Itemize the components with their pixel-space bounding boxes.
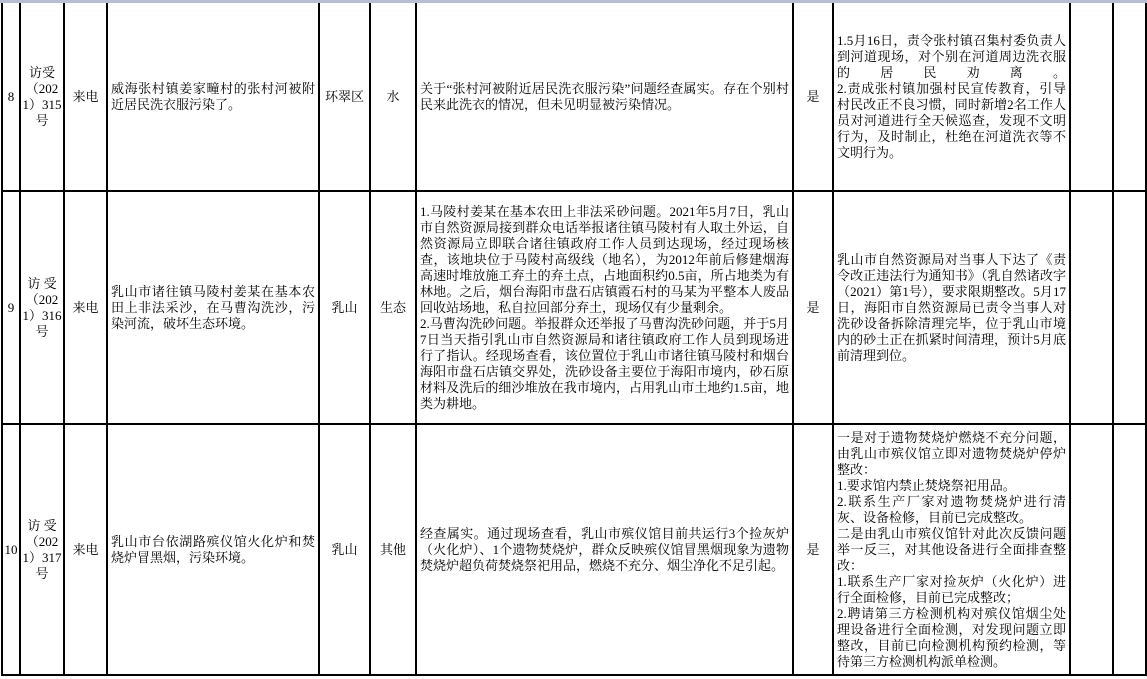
source-cell: 来电 <box>64 191 107 424</box>
seq-cell: 8 <box>2 3 20 191</box>
table-row <box>2 191 1146 424</box>
paragraph: 乳山市诸往镇马陵村姜某在基本农田上非法采沙，在马曹沟洗沙，污染河流，破坏生态环境。 <box>111 283 315 331</box>
case-number-cell: 访 受（2021）317号 <box>20 424 64 675</box>
source-cell: 来电 <box>64 3 107 191</box>
verified-cell: 是 <box>793 3 833 191</box>
measures-cell <box>833 424 1070 675</box>
complaint-cell <box>107 191 319 424</box>
paragraph: 2.责成张村镇加强村民宣传教育，引导村民改正不良习惯，同时新增2名工作人员对河道进行全天候巡查，发现不文明行为，及时制止，杜绝在河道洗衣等不文明行为。 <box>837 80 1066 160</box>
empty-cell <box>1113 3 1146 191</box>
complaints-table <box>1 3 1147 676</box>
category-cell: 生态 <box>370 191 416 424</box>
paragraph: 关于“张村河被附近居民洗衣服污染”问题经查属实。存在个别村民来此洗衣的情况，但未见明显被污染情况。 <box>420 80 789 112</box>
complaint-cell <box>107 424 319 675</box>
empty-cell <box>1070 191 1113 424</box>
category-cell: 其他 <box>370 424 416 675</box>
empty-cell <box>1113 424 1146 675</box>
table-row <box>2 3 1146 191</box>
empty-cell <box>1113 191 1146 424</box>
category-cell: 水 <box>370 3 416 191</box>
empty-cell <box>1070 3 1113 191</box>
paragraph: 威海张村镇姜家疃村的张村河被附近居民洗衣服污染了。 <box>111 80 315 112</box>
case-number-cell: 访受（2021）315号 <box>20 3 64 191</box>
table-row <box>2 424 1146 675</box>
verified-cell: 是 <box>793 424 833 675</box>
paragraph: 乳山市台依湖路殡仪馆火化炉和焚烧炉冒黑烟，污染环境。 <box>111 533 315 565</box>
investigation-cell <box>416 3 793 191</box>
empty-cell <box>1070 424 1113 675</box>
paragraph: 经查属实。通过现场查看，乳山市殡仪馆目前共运行3个捡灰炉（火化炉）、1个遗物焚烧炉，群众反映殡仪馆冒黑烟现象为遗物焚烧炉超负荷焚烧祭祀用品，燃烧不充分、烟尘净化不足引起。 <box>420 525 789 573</box>
paragraph: 1.马陵村姜某在基本农田上非法采砂问题。2021年5月7日，乳山市自然资源局接到群众电话举报诸往镇马陵村有人取土外运，自然资源局立即联合诸往镇政府工作人员到达现场，经过现场核查，该地块位于马陵村高级线（地名），为2012年前后修建烟海高速时堆放施工弃土的弃土点，占地面积约0.5亩，所占地类为有林地。之后，烟台海阳市盘石店镇霞石村的马某为平整本人废品回收站场地，私自拉回部分弃土，现场仅有少量剩余。 <box>420 203 789 315</box>
paragraph: 1.联系生产厂家对捡灰炉（火化炉）进行全面检修，目前已完成整改； <box>837 573 1066 605</box>
paragraph: 2.聘请第三方检测机构对殡仪馆烟尘处理设备进行全面检测，对发现问题立即整改，目前已向检测机构预约检测，等待第三方检测机构派单检测。 <box>837 605 1066 669</box>
district-cell: 环翠区 <box>319 3 370 191</box>
investigation-cell <box>416 191 793 424</box>
paragraph: 2.联系生产厂家对遗物焚烧炉进行清灰、设备检修，目前已完成整改。 <box>837 493 1066 525</box>
seq-cell: 9 <box>2 191 20 424</box>
seq-cell: 10 <box>2 424 20 675</box>
investigation-cell <box>416 424 793 675</box>
source-cell: 来电 <box>64 424 107 675</box>
paragraph: 1.要求馆内禁止焚烧祭祀用品。 <box>837 477 1016 493</box>
case-number-cell: 访 受（2021）316号 <box>20 191 64 424</box>
paragraph: 二是由乳山市殡仪馆针对此次反馈问题举一反三，对其他设备进行全面排查整改： <box>837 525 1066 573</box>
paragraph: 乳山市自然资源局对当事人下达了《责令改正违法行为通知书》（乳自然诸改字（2021）第1号），要求限期整改。5月17日，海阳市自然资源局已责令当事人对洗砂设备拆除清理完毕，位于乳山市境内的砂土正在抓紧时间清理，预计5月底前清理到位。 <box>837 251 1066 363</box>
district-cell: 乳山 <box>319 424 370 675</box>
paragraph: 2.马曹沟洗砂问题。举报群众还举报了马曹沟洗砂问题，并于5月7日当天指引乳山市自然资源局和诸往镇政府工作人员到现场进行了指认。经现场查看，该位置位于乳山市诸往镇马陵村和烟台海阳市盘石店镇交界处，洗砂设备主要位于海阳市境内，砂石原材料及洗后的细沙堆放在我市境内，占用乳山市土地约1.5亩，地类为耕地。 <box>420 315 789 411</box>
paragraph: 1.5月16日，责令张村镇召集村委负责人到河道现场，对个别在河道周边洗衣服的居民劝离。 <box>837 32 1066 80</box>
verified-cell: 是 <box>793 191 833 424</box>
paragraph: 一是对于遗物焚烧炉燃烧不充分问题，由乳山市殡仪馆立即对遗物焚烧炉停炉整改： <box>837 429 1066 477</box>
measures-cell <box>833 3 1070 191</box>
district-cell: 乳山 <box>319 191 370 424</box>
measures-cell <box>833 191 1070 424</box>
complaint-cell <box>107 3 319 191</box>
